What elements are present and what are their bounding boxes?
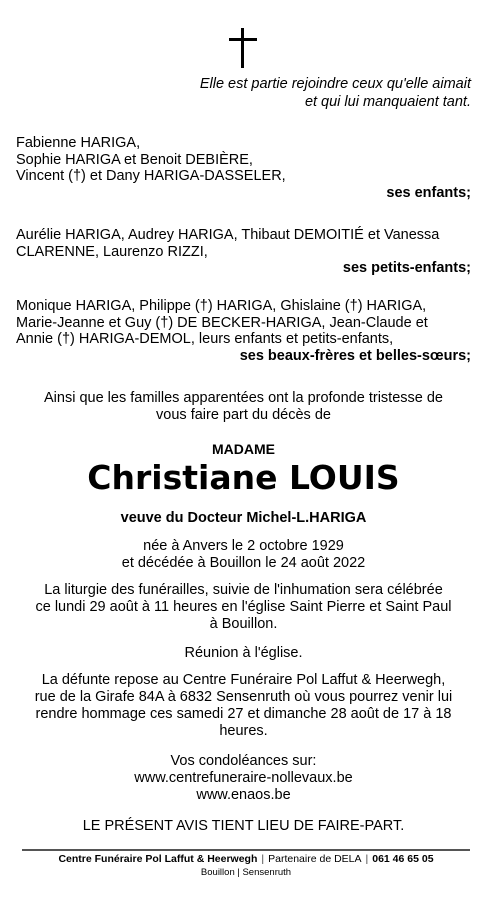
cross-icon bbox=[229, 28, 257, 68]
deceased-name: Christiane LOUIS bbox=[87, 458, 400, 497]
announcement-line: vous faire part du décès de bbox=[156, 407, 331, 423]
liturgy-line: ce lundi 29 août à 11 heures en l'église Saint Pierre et Saint Paul bbox=[35, 599, 452, 615]
footer-company: Centre Funéraire Pol Laffut & Heerwegh bbox=[58, 853, 258, 865]
relation-label: ses beaux-frères et belles-sœurs; bbox=[239, 347, 471, 364]
family-line: Monique HARIGA, Philippe (†) HARIGA, Ghislaine (†) HARIGA, bbox=[16, 298, 427, 314]
birth-line: née à Anvers le 2 octobre 1929 bbox=[143, 538, 344, 554]
family-line: CLARENNE, Laurenzo RIZZI, bbox=[16, 243, 208, 260]
inlaws-block bbox=[16, 298, 471, 364]
birth-death bbox=[10, 538, 477, 572]
children-block bbox=[16, 135, 471, 201]
rest-line: rue de la Girafe 84A à 6832 Sensenruth où vous pourrez venir lui bbox=[34, 689, 453, 705]
family-line: Marie-Jeanne et Guy (†) DE BECKER-HARIGA, Jean-Claude et bbox=[16, 314, 428, 331]
family-line: Aurélie HARIGA, Audrey HARIGA, Thibaut DEMOITIÉ et Vanessa bbox=[16, 227, 440, 243]
notice: LE PRÉSENT AVIS TIENT LIEU DE FAIRE-PART. bbox=[82, 818, 405, 834]
footer-locations: Bouillon | Sensenruth bbox=[200, 867, 292, 878]
footer-phone: 061 46 65 05 bbox=[372, 853, 434, 865]
footer-partner: Partenaire de DELA bbox=[268, 853, 362, 865]
widow-of: veuve du Docteur Michel-L.HARIGA bbox=[120, 510, 367, 526]
family-line: Vincent (†) et Dany HARIGA-DASSELER, bbox=[16, 168, 286, 184]
rest-line: rendre hommage ces samedi 27 et dimanche 28 août de 17 à 18 bbox=[35, 706, 452, 722]
family-line: Annie (†) HARIGA-DEMOL, leurs enfants et petits-enfants, bbox=[16, 331, 394, 347]
announcement bbox=[10, 390, 477, 424]
reunion: Réunion à l'église. bbox=[184, 645, 303, 661]
condolences-label: Vos condoléances sur: bbox=[170, 753, 317, 769]
epigraph-line: Elle est partie rejoindre ceux qu'elle aimait bbox=[199, 76, 471, 92]
website-link[interactable]: www.enaos.be bbox=[196, 787, 291, 803]
rest-info bbox=[10, 672, 477, 740]
liturgy-line: à Bouillon. bbox=[209, 616, 278, 632]
family-line: Fabienne HARIGA, bbox=[16, 135, 141, 151]
footer: Centre Funéraire Pol Laffut & Heerwegh | Partenaire de DELA | 061 46 65 05 Bouillon | Sensenruth bbox=[22, 853, 470, 879]
footer-divider bbox=[22, 849, 470, 851]
liturgy bbox=[10, 582, 477, 633]
rest-line: La défunte repose au Centre Funéraire Pol Laffut & Heerwegh, bbox=[41, 672, 446, 688]
rest-line: heures. bbox=[219, 723, 268, 739]
relation-label: ses petits-enfants; bbox=[342, 260, 471, 276]
website-link[interactable]: www.centrefuneraire-nollevaux.be bbox=[134, 770, 353, 786]
deceased-title: MADAME bbox=[212, 441, 275, 457]
grandchildren-block bbox=[16, 227, 471, 277]
liturgy-line: La liturgie des funérailles, suivie de l'inhumation sera célébrée bbox=[44, 582, 443, 598]
epigraph bbox=[200, 75, 471, 111]
death-line: et décédée à Bouillon le 24 août 2022 bbox=[121, 555, 366, 571]
epigraph-line: et qui lui manquaient tant. bbox=[304, 94, 471, 110]
announcement-line: Ainsi que les familles apparentées ont la profonde tristesse de bbox=[44, 390, 443, 406]
condolences bbox=[10, 753, 477, 804]
relation-label: ses enfants; bbox=[386, 184, 471, 201]
family-line: Sophie HARIGA et Benoit DEBIÈRE, bbox=[16, 151, 253, 168]
